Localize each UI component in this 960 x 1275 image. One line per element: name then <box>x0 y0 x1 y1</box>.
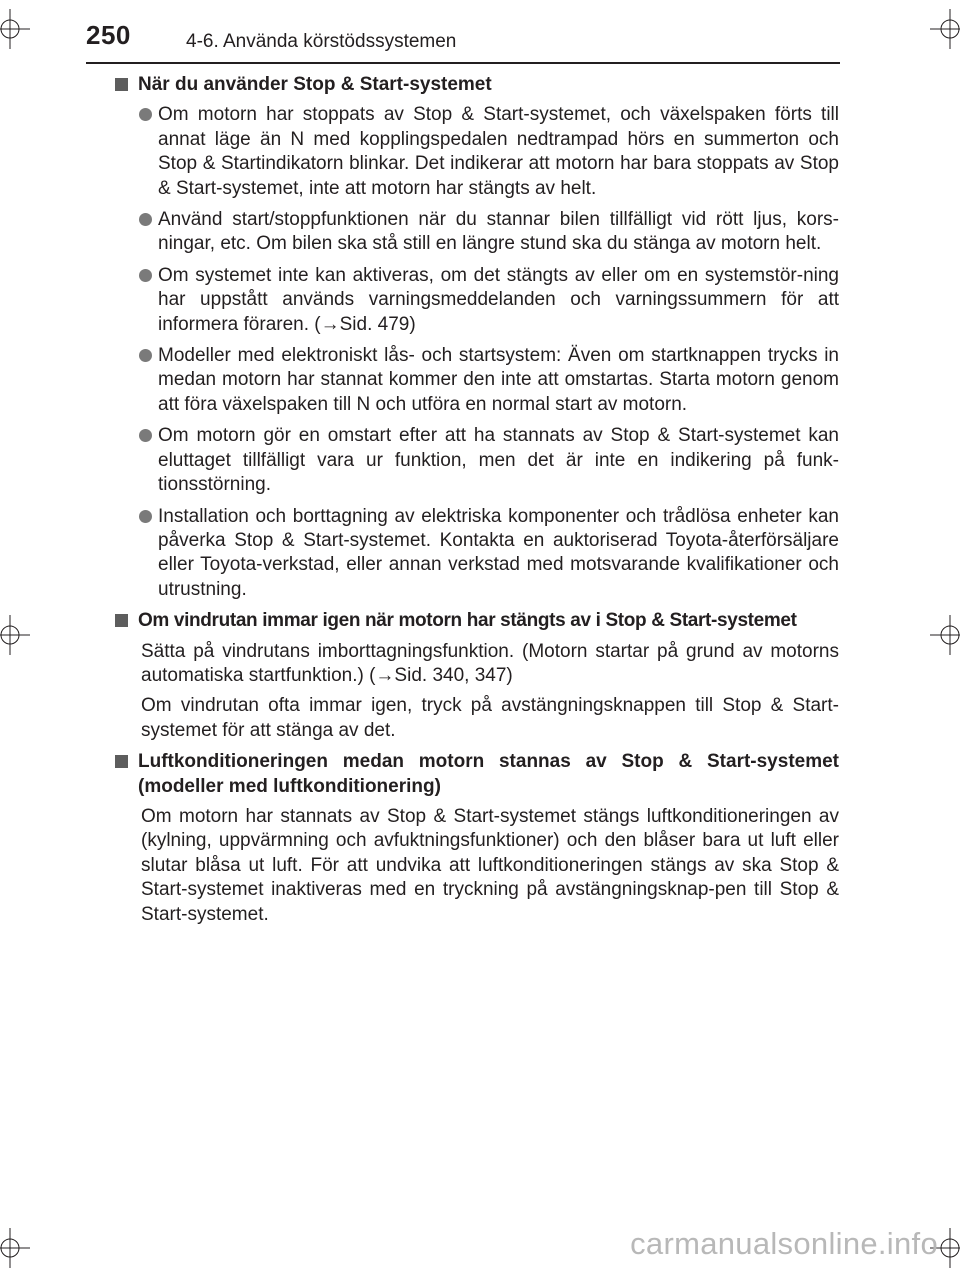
section-heading-text: Om vindrutan immar igen när motorn har stängts av i Stop & Start-systemet <box>138 610 797 632</box>
section-heading <box>115 750 839 799</box>
round-bullet-icon <box>139 213 152 226</box>
round-bullet-icon <box>139 349 152 362</box>
square-bullet-icon <box>115 755 128 768</box>
round-bullet-icon <box>139 510 152 523</box>
list-item-text: Om motorn gör en omstart efter att ha stannats av Stop & Start-systemet kan eluttaget tillfälligt vara ur funktion, men det är inte en indikering på funk-tionsstörning. <box>158 425 839 496</box>
list-item <box>115 103 839 201</box>
list-item <box>115 264 839 337</box>
section-stop-start-usage <box>115 73 839 602</box>
list-item-text: Om systemet inte kan aktiveras, om det stängts av eller om en systemstör-ning har uppstått används varningsmeddelanden och varningssummern för att informera föraren. (→Sid. 479) <box>158 264 839 335</box>
crosshair-icon <box>930 9 960 49</box>
list-item-text: Om motorn har stoppats av Stop & Start-systemet, och växelspaken förts till annat läge än N med kopplingspedalen nedtrampad hörs en summerton och Stop & Startindikatorn blinkar. Det indikerar att motorn har bara stoppats av Stop & Start-systemet, inte att motorn har stängts av helt. <box>158 104 839 199</box>
watermark: carmanualsonline.info <box>630 1226 938 1261</box>
list-item-text: Installation och borttagning av elektriska komponenter och trådlösa enheter kan påverka Stop & Start-systemet. Kontakta en auktoriserad Toyota-återförsäljare eller Toyota-verkstad, eller annan verkstad med motsvarande kvalifikationer och utrustning. <box>158 505 839 600</box>
section-heading <box>115 609 839 633</box>
page-number: 250 <box>86 20 131 50</box>
section-heading-text: När du använder Stop & Start-systemet <box>138 74 492 95</box>
header-divider <box>86 62 840 64</box>
crop-mark-bottom-left <box>0 1228 30 1268</box>
section-windshield-fog <box>115 609 839 743</box>
section-heading-text: Luftkonditioneringen medan motorn stannas av Stop & Start-systemet (modeller med luftkonditionering) <box>138 751 839 797</box>
section-heading <box>115 73 839 97</box>
bullet-list <box>115 103 839 602</box>
crosshair-icon <box>0 1228 30 1268</box>
square-bullet-icon <box>115 78 128 91</box>
paragraph: Sätta på vindrutans imborttagningsfunktion. (Motorn startar på grund av motorns automatiska startfunktion.) (→Sid. 340, 347) <box>141 640 839 686</box>
round-bullet-icon <box>139 429 152 442</box>
square-bullet-icon <box>115 614 128 627</box>
crop-mark-middle-left <box>0 615 30 655</box>
crosshair-icon <box>930 615 960 655</box>
chapter-title: 4-6. Använda körstödssystemen <box>186 31 457 52</box>
round-bullet-icon <box>139 108 152 121</box>
paragraph: Om vindrutan ofta immar igen, tryck på avstängningsknappen till Stop & Start-systemet för att stänga av det. <box>141 695 839 741</box>
list-item <box>115 344 839 417</box>
crop-mark-top-left <box>0 9 30 49</box>
list-item <box>115 424 839 497</box>
page-content <box>115 73 839 934</box>
crop-mark-top-right <box>930 9 960 49</box>
list-item <box>115 505 839 603</box>
section-air-conditioning <box>115 750 839 927</box>
crop-mark-middle-right <box>930 615 960 655</box>
crosshair-icon <box>0 615 30 655</box>
list-item <box>115 208 839 257</box>
list-item-text: Modeller med elektroniskt lås- och startsystem: Även om startknappen trycks in medan motorn har stannat kommer den inte att omstartas. Starta motorn genom att föra växelspaken till N och utföra en normal start av motorn. <box>158 345 839 415</box>
paragraph: Om motorn har stannats av Stop & Start-systemet stängs luftkonditioneringen av (kylning, uppvärmning och avfuktningsfunktioner) och den blåser bara ut luft eller slutar blåsa ut luft. För att undvika att luftkonditioneringen stängs av ska Stop & Start-systemet inaktiveras med en tryckning på avstängningsknap-pen till Stop & Start-systemet. <box>141 805 839 925</box>
round-bullet-icon <box>139 269 152 282</box>
list-item-text: Använd start/stoppfunktionen när du stannar bilen tillfälligt vid rött ljus, kors-ningar, etc. Om bilen ska stå still en längre stund ska du stänga av motorn helt. <box>158 209 839 255</box>
crosshair-icon <box>0 9 30 49</box>
